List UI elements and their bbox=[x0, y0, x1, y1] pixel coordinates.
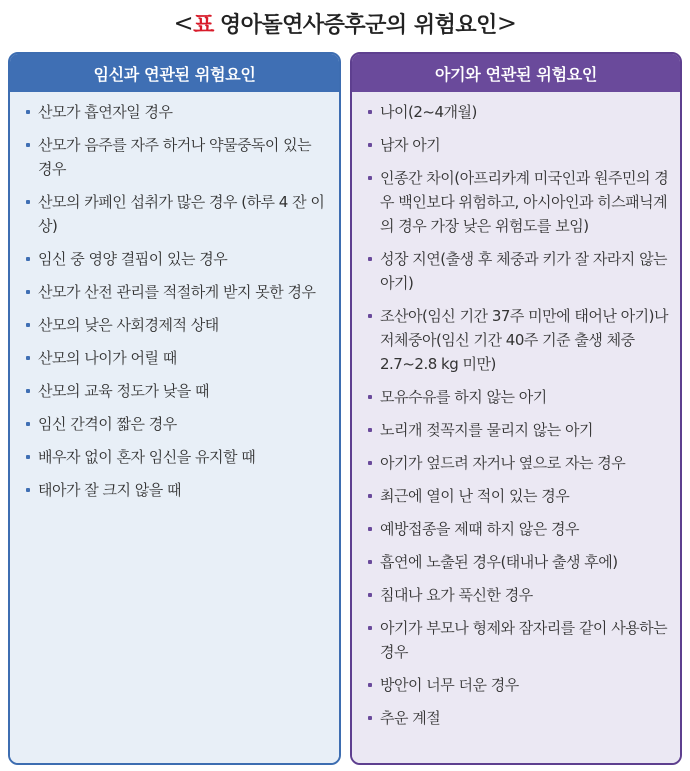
bullet-icon bbox=[26, 422, 30, 426]
bullet-icon bbox=[368, 257, 372, 261]
bullet-icon bbox=[368, 110, 372, 114]
bullet-icon bbox=[368, 176, 372, 180]
list-item-text: 산모의 낮은 사회경제적 상태 bbox=[38, 316, 219, 334]
list-item bbox=[26, 280, 329, 304]
list-item-text: 산모의 교육 정도가 낮을 때 bbox=[38, 382, 209, 400]
infant-risk-header: 아기와 연관된 위험요인 bbox=[352, 54, 680, 92]
bullet-icon bbox=[26, 488, 30, 492]
list-item bbox=[368, 517, 670, 541]
bullet-icon bbox=[368, 527, 372, 531]
bullet-icon bbox=[368, 461, 372, 465]
list-item bbox=[26, 313, 329, 337]
pregnancy-risk-list bbox=[26, 100, 329, 502]
list-item-text: 모유수유를 하지 않는 아기 bbox=[380, 388, 547, 406]
bullet-icon bbox=[368, 683, 372, 687]
list-item-text: 산모가 음주를 자주 하거나 약물중독이 있는 경우 bbox=[38, 136, 312, 178]
list-item-text: 산모가 산전 관리를 적절하게 받지 못한 경우 bbox=[38, 283, 316, 301]
list-item-text: 산모의 나이가 어릴 때 bbox=[38, 349, 177, 367]
list-item bbox=[368, 133, 670, 157]
list-item-text: 아기가 부모나 형제와 잠자리를 같이 사용하는 경우 bbox=[380, 619, 668, 661]
list-item bbox=[368, 247, 670, 295]
infant-risk-panel bbox=[350, 52, 682, 765]
list-item bbox=[368, 385, 670, 409]
title-open-bracket: < bbox=[173, 9, 194, 37]
list-item-text: 배우자 없이 혼자 임신을 유지할 때 bbox=[38, 448, 256, 466]
list-item-text: 임신 중 영양 결핍이 있는 경우 bbox=[38, 250, 228, 268]
title-close-bracket: > bbox=[496, 9, 517, 37]
list-item bbox=[368, 616, 670, 664]
bullet-icon bbox=[26, 323, 30, 327]
list-item bbox=[368, 706, 670, 730]
list-item-text: 임신 간격이 짧은 경우 bbox=[38, 415, 177, 433]
bullet-icon bbox=[26, 110, 30, 114]
bullet-icon bbox=[368, 143, 372, 147]
list-item-text: 침대나 요가 푹신한 경우 bbox=[380, 586, 533, 604]
list-item bbox=[368, 100, 670, 124]
list-item-text: 남자 아기 bbox=[380, 136, 441, 154]
list-item-text: 나이(2~4개월) bbox=[380, 103, 477, 121]
bullet-icon bbox=[368, 626, 372, 630]
bullet-icon bbox=[26, 290, 30, 294]
title-text: 영아돌연사증후군의 위험요인 bbox=[219, 12, 497, 38]
infant-risk-list bbox=[368, 100, 670, 730]
list-item bbox=[368, 550, 670, 574]
list-item bbox=[368, 583, 670, 607]
list-item-text: 조산아(임신 기간 37주 미만에 태어난 아기)나 저체중아(임신 기간 40주 기준 출생 체중 2.7~2.8 kg 미만) bbox=[380, 307, 668, 373]
list-item-text: 예방접종을 제때 하지 않은 경우 bbox=[380, 520, 579, 538]
table-title bbox=[0, 6, 690, 40]
list-item bbox=[26, 247, 329, 271]
pregnancy-risk-body bbox=[10, 92, 339, 763]
list-item bbox=[368, 451, 670, 475]
list-item-text: 아기가 엎드려 자거나 옆으로 자는 경우 bbox=[380, 454, 626, 472]
list-item-text: 추운 계절 bbox=[380, 709, 441, 727]
list-item bbox=[368, 418, 670, 442]
bullet-icon bbox=[368, 314, 372, 318]
pregnancy-risk-panel bbox=[8, 52, 341, 765]
list-item bbox=[26, 190, 329, 238]
list-item bbox=[26, 379, 329, 403]
list-item bbox=[368, 166, 670, 238]
title-prefix: 표 bbox=[193, 12, 214, 38]
list-item bbox=[368, 484, 670, 508]
list-item-text: 흡연에 노출된 경우(태내나 출생 후에) bbox=[380, 553, 618, 571]
list-item-text: 산모의 카페인 섭취가 많은 경우 (하루 4 잔 이상) bbox=[38, 193, 325, 235]
list-item-text: 성장 지연(출생 후 체중과 키가 잘 자라지 않는 아기) bbox=[380, 250, 668, 292]
bullet-icon bbox=[26, 257, 30, 261]
list-item bbox=[368, 304, 670, 376]
list-item bbox=[26, 412, 329, 436]
list-item bbox=[26, 100, 329, 124]
bullet-icon bbox=[368, 716, 372, 720]
list-item bbox=[26, 346, 329, 370]
list-item bbox=[26, 478, 329, 502]
bullet-icon bbox=[26, 455, 30, 459]
bullet-icon bbox=[368, 494, 372, 498]
bullet-icon bbox=[368, 428, 372, 432]
bullet-icon bbox=[26, 356, 30, 360]
list-item-text: 방안이 너무 더운 경우 bbox=[380, 676, 519, 694]
list-item bbox=[26, 445, 329, 469]
list-item bbox=[368, 673, 670, 697]
list-item-text: 태아가 잘 크지 않을 때 bbox=[38, 481, 181, 499]
infant-risk-body bbox=[352, 92, 680, 763]
bullet-icon bbox=[26, 200, 30, 204]
pregnancy-risk-header: 임신과 연관된 위험요인 bbox=[10, 54, 339, 92]
bullet-icon bbox=[26, 143, 30, 147]
list-item-text: 산모가 흡연자일 경우 bbox=[38, 103, 173, 121]
list-item bbox=[26, 133, 329, 181]
bullet-icon bbox=[368, 593, 372, 597]
list-item-text: 인종간 차이(아프리카계 미국인과 원주민의 경우 백인보다 위험하고, 아시아인과 히스패닉계의 경우 가장 낮은 위험도를 보임) bbox=[380, 169, 669, 235]
bullet-icon bbox=[26, 389, 30, 393]
list-item-text: 최근에 열이 난 적이 있는 경우 bbox=[380, 487, 570, 505]
bullet-icon bbox=[368, 395, 372, 399]
bullet-icon bbox=[368, 560, 372, 564]
list-item-text: 노리개 젖꼭지를 물리지 않는 아기 bbox=[380, 421, 593, 439]
